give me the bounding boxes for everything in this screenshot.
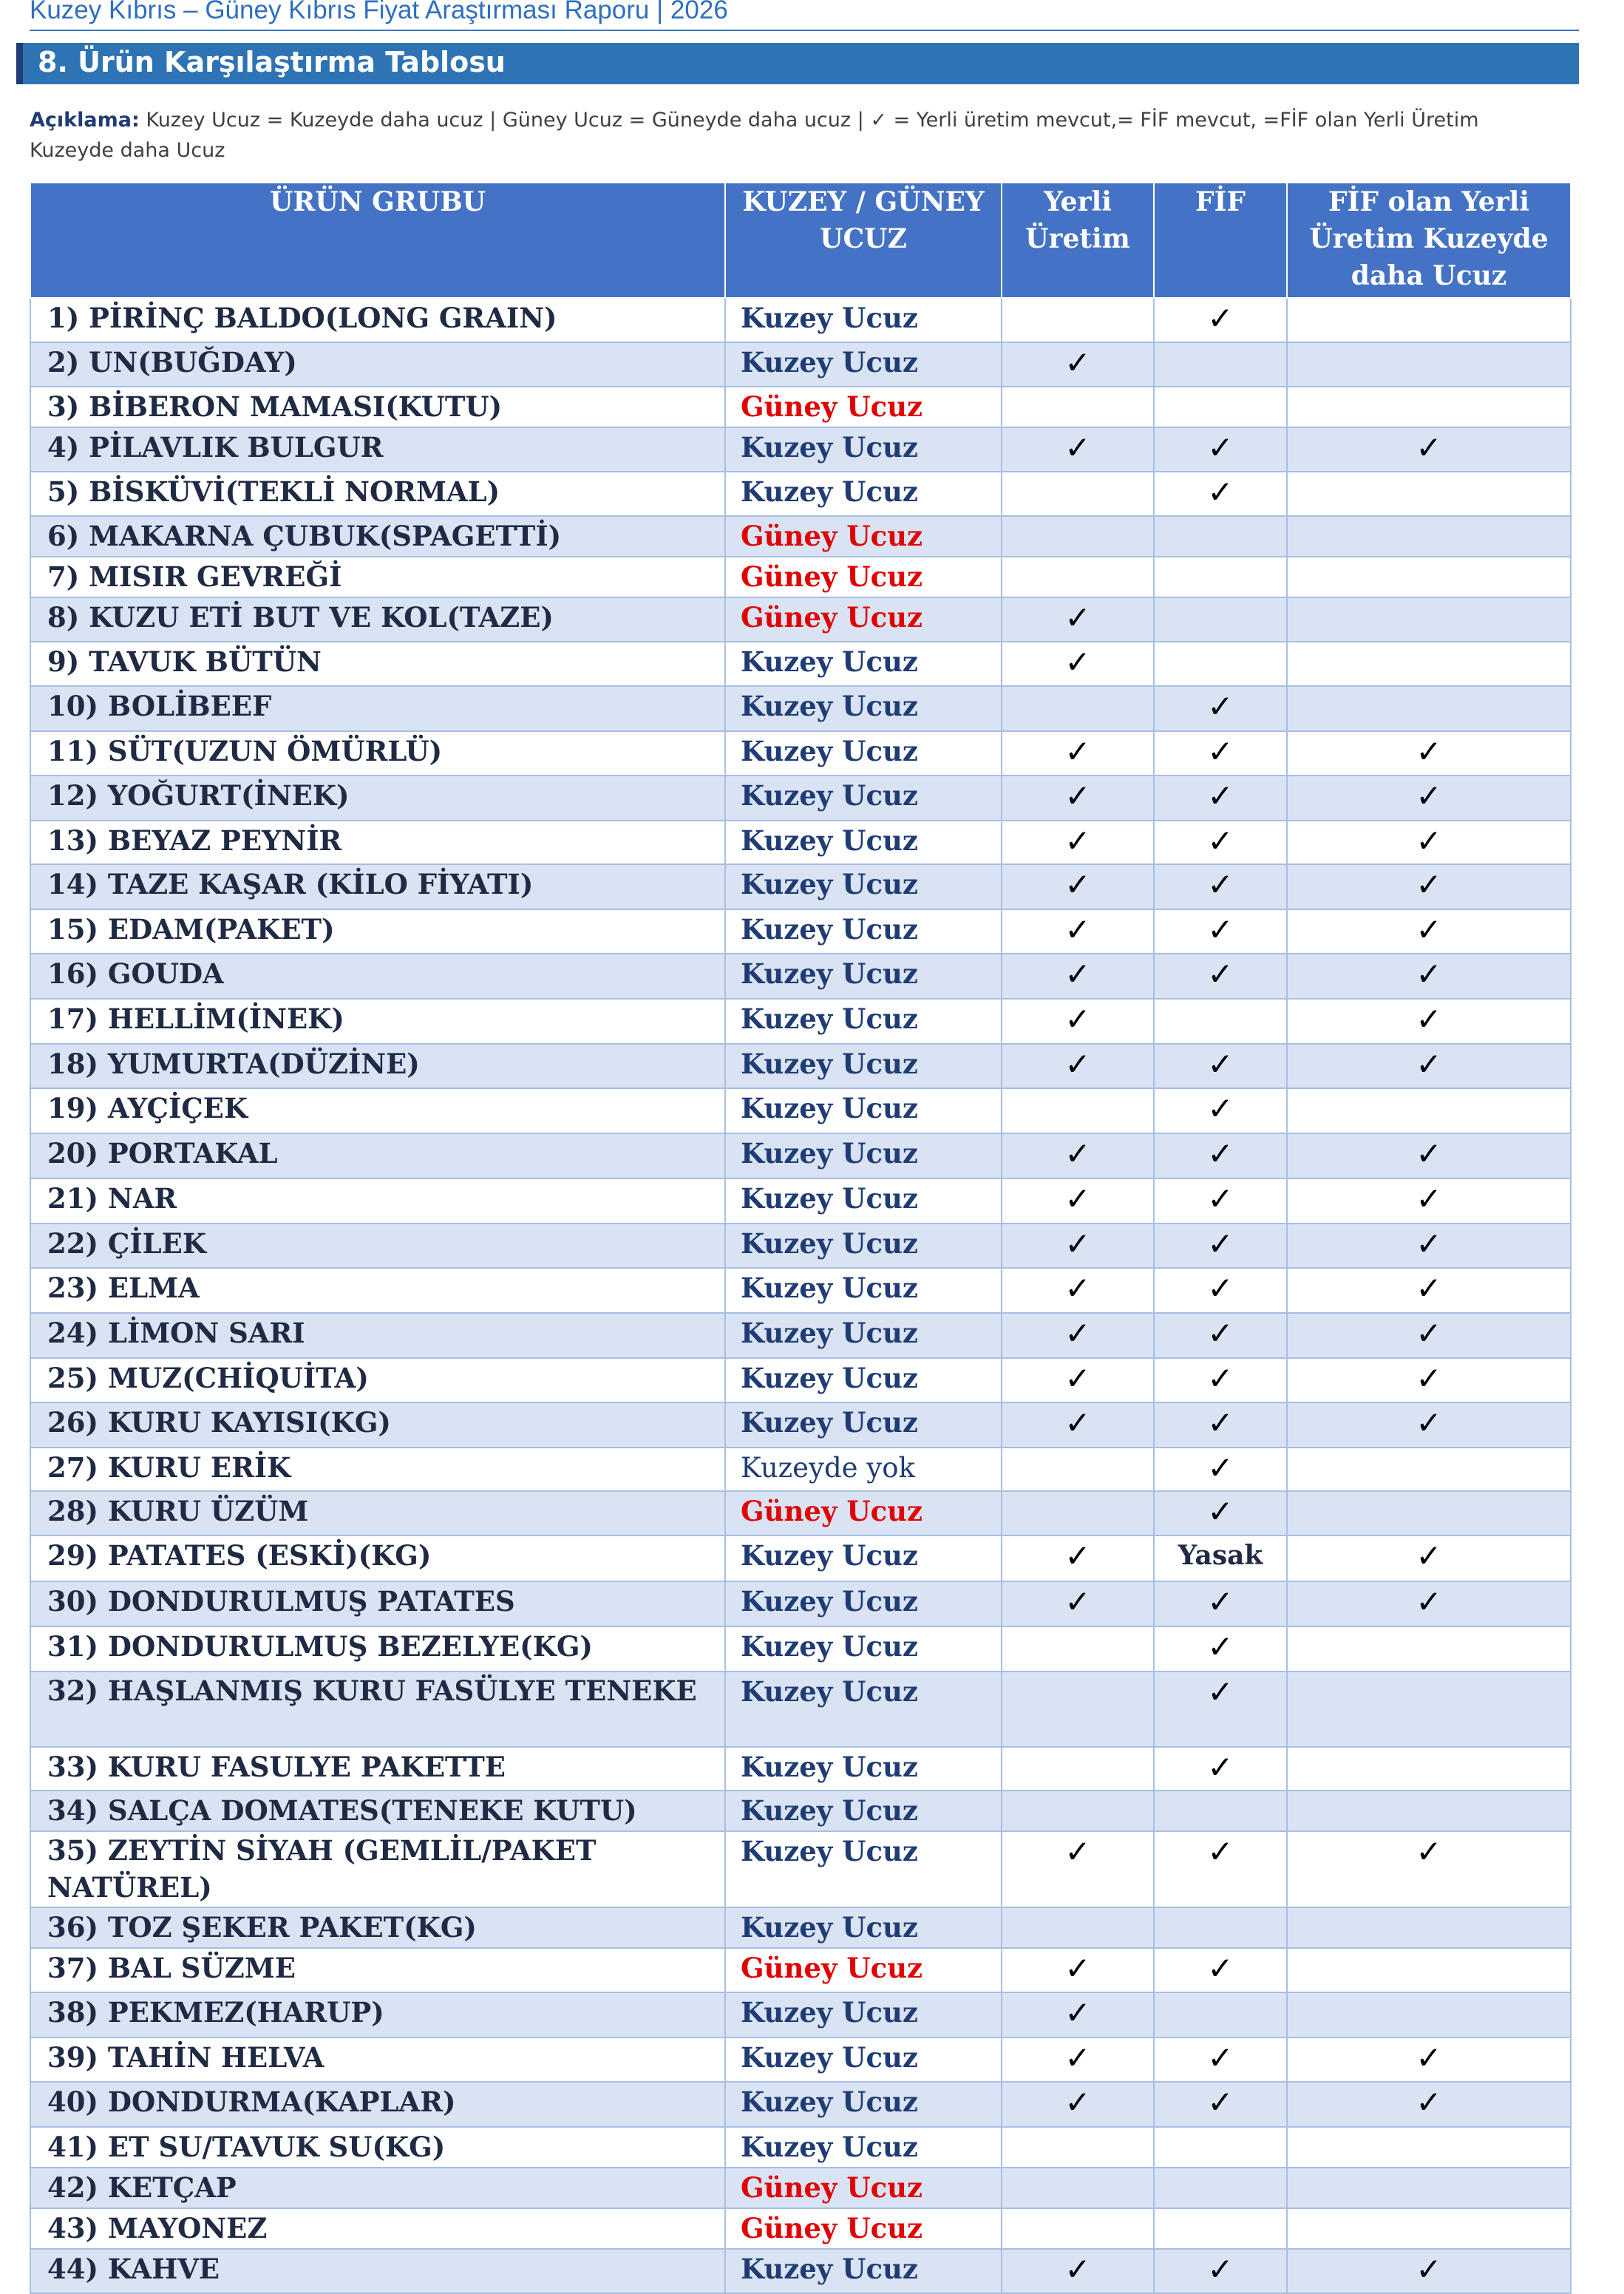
product-name-cell: 31) DONDURULMUŞ BEZELYE(KG)	[30, 1626, 725, 1672]
cheaper-side-cell: Güney Ucuz	[725, 516, 1002, 557]
table-row	[30, 2082, 1571, 2127]
fif-cell: ✓	[1154, 731, 1287, 776]
cheaper-side-cell: Kuzey Ucuz	[725, 1268, 1002, 1313]
fif-cell	[1154, 999, 1287, 1044]
yerli-uretim-cell	[1002, 387, 1154, 427]
fif-yerli-kuzey-cell	[1287, 1791, 1571, 1831]
cheaper-side-cell: Kuzeyde yok	[725, 1448, 1002, 1491]
fif-cell: Yasak	[1154, 1535, 1287, 1581]
fif-cell: ✓	[1154, 1448, 1287, 1491]
fif-cell: ✓	[1154, 1268, 1287, 1313]
table-row	[30, 597, 1571, 642]
fif-cell: ✓	[1154, 1313, 1287, 1358]
fif-yerli-kuzey-cell	[1287, 1672, 1571, 1747]
product-name-cell: 35) ZEYTİN SİYAH (GEMLİL/PAKET NATÜREL)	[30, 1831, 725, 1907]
cheaper-side-cell: Güney Ucuz	[725, 387, 1002, 427]
table-row	[30, 1831, 1571, 1907]
yerli-uretim-cell: ✓	[1002, 864, 1154, 909]
cheaper-side-cell: Güney Ucuz	[725, 2208, 1002, 2249]
fif-cell: ✓	[1154, 776, 1287, 821]
product-name-cell: 41) ET SU/TAVUK SU(KG)	[30, 2127, 725, 2168]
table-row	[30, 1581, 1571, 1626]
table-row	[30, 427, 1571, 472]
fif-cell: ✓	[1154, 1948, 1287, 1992]
table-row	[30, 1491, 1571, 1535]
fif-cell	[1154, 642, 1287, 686]
fif-yerli-kuzey-cell	[1287, 557, 1571, 597]
table-row	[30, 472, 1571, 516]
fif-cell: ✓	[1154, 686, 1287, 731]
cheaper-side-cell: Kuzey Ucuz	[725, 342, 1002, 387]
fif-yerli-kuzey-cell: ✓	[1287, 1535, 1571, 1581]
yerli-uretim-cell: ✓	[1002, 427, 1154, 472]
fif-cell: ✓	[1154, 1044, 1287, 1088]
fif-yerli-kuzey-cell: ✓	[1287, 1358, 1571, 1402]
section-heading	[16, 43, 1579, 84]
yerli-uretim-cell: ✓	[1002, 2082, 1154, 2127]
product-name-cell: 27) KURU ERİK	[30, 1448, 725, 1491]
fif-cell: ✓	[1154, 1178, 1287, 1224]
table-row	[30, 686, 1571, 731]
table-row	[30, 516, 1571, 557]
fif-cell	[1154, 597, 1287, 642]
fif-yerli-kuzey-cell: ✓	[1287, 427, 1571, 472]
fif-cell: ✓	[1154, 1831, 1287, 1907]
fif-cell: ✓	[1154, 1358, 1287, 1402]
yerli-uretim-cell: ✓	[1002, 642, 1154, 686]
yerli-uretim-cell: ✓	[1002, 1044, 1154, 1088]
section-title: 8. Ürün Karşılaştırma Tablosu	[38, 46, 506, 78]
cheaper-side-cell: Güney Ucuz	[725, 597, 1002, 642]
table-row	[30, 387, 1571, 427]
table-row	[30, 2037, 1571, 2082]
table-row	[30, 1178, 1571, 1224]
product-name-cell: 43) MAYONEZ	[30, 2208, 725, 2249]
fif-cell	[1154, 1791, 1287, 1831]
yerli-uretim-cell: ✓	[1002, 909, 1154, 954]
fif-cell: ✓	[1154, 472, 1287, 516]
product-name-cell: 40) DONDURMA(KAPLAR)	[30, 2082, 725, 2127]
table-row	[30, 1448, 1571, 1491]
product-name-cell: 19) AYÇİÇEK	[30, 1088, 725, 1133]
table-row	[30, 864, 1571, 909]
cheaper-side-cell: Kuzey Ucuz	[725, 298, 1002, 342]
yerli-uretim-cell: ✓	[1002, 597, 1154, 642]
yerli-uretim-cell	[1002, 1672, 1154, 1747]
fif-cell: ✓	[1154, 864, 1287, 909]
product-name-cell: 38) PEKMEZ(HARUP)	[30, 1992, 725, 2037]
product-name-cell: 1) PİRİNÇ BALDO(LONG GRAIN)	[30, 298, 725, 342]
fif-yerli-kuzey-cell	[1287, 472, 1571, 516]
cheaper-side-cell: Kuzey Ucuz	[725, 776, 1002, 821]
yerli-uretim-cell	[1002, 1907, 1154, 1948]
fif-yerli-kuzey-cell: ✓	[1287, 2082, 1571, 2127]
fif-yerli-kuzey-cell: ✓	[1287, 776, 1571, 821]
header-kuzey-guney: KUZEY / GÜNEY UCUZ	[725, 183, 1002, 298]
fif-cell: ✓	[1154, 2249, 1287, 2293]
table-row	[30, 1672, 1571, 1747]
fif-cell: ✓	[1154, 298, 1287, 342]
product-name-cell: 6) MAKARNA ÇUBUK(SPAGETTİ)	[30, 516, 725, 557]
table-row	[30, 821, 1571, 864]
product-name-cell: 37) BAL SÜZME	[30, 1948, 725, 1992]
product-name-cell: 7) MISIR GEVREĞİ	[30, 557, 725, 597]
yerli-uretim-cell: ✓	[1002, 1581, 1154, 1626]
yerli-uretim-cell: ✓	[1002, 1313, 1154, 1358]
cheaper-side-cell: Kuzey Ucuz	[725, 1907, 1002, 1948]
yerli-uretim-cell: ✓	[1002, 1831, 1154, 1907]
fif-yerli-kuzey-cell	[1287, 342, 1571, 387]
cheaper-side-cell: Güney Ucuz	[725, 2168, 1002, 2208]
legend-label: Açıklama:	[30, 109, 140, 132]
table-row	[30, 557, 1571, 597]
fif-yerli-kuzey-cell: ✓	[1287, 999, 1571, 1044]
cheaper-side-cell: Kuzey Ucuz	[725, 2249, 1002, 2293]
cheaper-side-cell: Kuzey Ucuz	[725, 1747, 1002, 1791]
table-row	[30, 1268, 1571, 1313]
fif-cell: ✓	[1154, 1491, 1287, 1535]
cheaper-side-cell: Kuzey Ucuz	[725, 1358, 1002, 1402]
fif-cell	[1154, 387, 1287, 427]
fif-yerli-kuzey-cell: ✓	[1287, 2037, 1571, 2082]
fif-yerli-kuzey-cell	[1287, 1948, 1571, 1992]
table-row	[30, 1402, 1571, 1448]
cheaper-side-cell: Kuzey Ucuz	[725, 1313, 1002, 1358]
product-name-cell: 21) NAR	[30, 1178, 725, 1224]
cheaper-side-cell: Kuzey Ucuz	[725, 821, 1002, 864]
fif-yerli-kuzey-cell: ✓	[1287, 731, 1571, 776]
yerli-uretim-cell	[1002, 1088, 1154, 1133]
yerli-uretim-cell	[1002, 1791, 1154, 1831]
yerli-uretim-cell: ✓	[1002, 1992, 1154, 2037]
fif-yerli-kuzey-cell: ✓	[1287, 1044, 1571, 1088]
fif-cell	[1154, 1992, 1287, 2037]
fif-yerli-kuzey-cell: ✓	[1287, 864, 1571, 909]
yerli-uretim-cell	[1002, 2208, 1154, 2249]
product-name-cell: 42) KETÇAP	[30, 2168, 725, 2208]
product-name-cell: 22) ÇİLEK	[30, 1224, 725, 1268]
yerli-uretim-cell: ✓	[1002, 821, 1154, 864]
table-row	[30, 1747, 1571, 1791]
yerli-uretim-cell: ✓	[1002, 2037, 1154, 2082]
cheaper-side-cell: Kuzey Ucuz	[725, 954, 1002, 999]
fif-cell	[1154, 2127, 1287, 2168]
table-row	[30, 1907, 1571, 1948]
product-name-cell: 32) HAŞLANMIŞ KURU FASÜLYE TENEKE	[30, 1672, 725, 1747]
product-name-cell: 2) UN(BUĞDAY)	[30, 342, 725, 387]
fif-cell: ✓	[1154, 909, 1287, 954]
product-name-cell: 29) PATATES (ESKİ)(KG)	[30, 1535, 725, 1581]
fif-cell: ✓	[1154, 1626, 1287, 1672]
yerli-uretim-cell: ✓	[1002, 954, 1154, 999]
yerli-uretim-cell	[1002, 516, 1154, 557]
product-name-cell: 4) PİLAVLIK BULGUR	[30, 427, 725, 472]
fif-yerli-kuzey-cell: ✓	[1287, 1831, 1571, 1907]
product-name-cell: 20) PORTAKAL	[30, 1133, 725, 1178]
table-row	[30, 731, 1571, 776]
product-name-cell: 15) EDAM(PAKET)	[30, 909, 725, 954]
table-row	[30, 298, 1571, 342]
product-name-cell: 17) HELLİM(İNEK)	[30, 999, 725, 1044]
table-row	[30, 776, 1571, 821]
cheaper-side-cell: Kuzey Ucuz	[725, 864, 1002, 909]
header-urun-grubu: ÜRÜN GRUBU	[30, 183, 725, 298]
table-row	[30, 1358, 1571, 1402]
fif-yerli-kuzey-cell	[1287, 2168, 1571, 2208]
cheaper-side-cell: Kuzey Ucuz	[725, 472, 1002, 516]
fif-cell: ✓	[1154, 1133, 1287, 1178]
fif-cell	[1154, 342, 1287, 387]
table-row	[30, 999, 1571, 1044]
product-name-cell: 30) DONDURULMUŞ PATATES	[30, 1581, 725, 1626]
yerli-uretim-cell	[1002, 1626, 1154, 1672]
fif-cell: ✓	[1154, 1672, 1287, 1747]
table-row	[30, 2208, 1571, 2249]
yerli-uretim-cell	[1002, 2127, 1154, 2168]
yerli-uretim-cell: ✓	[1002, 2249, 1154, 2293]
product-name-cell: 44) KAHVE	[30, 2249, 725, 2293]
table-row	[30, 2168, 1571, 2208]
yerli-uretim-cell: ✓	[1002, 1948, 1154, 1992]
fif-cell: ✓	[1154, 2037, 1287, 2082]
product-name-cell: 9) TAVUK BÜTÜN	[30, 642, 725, 686]
yerli-uretim-cell: ✓	[1002, 1133, 1154, 1178]
fif-yerli-kuzey-cell: ✓	[1287, 1133, 1571, 1178]
fif-yerli-kuzey-cell: ✓	[1287, 1402, 1571, 1448]
yerli-uretim-cell	[1002, 298, 1154, 342]
product-name-cell: 10) BOLİBEEF	[30, 686, 725, 731]
fif-yerli-kuzey-cell	[1287, 1907, 1571, 1948]
table-row	[30, 1044, 1571, 1088]
product-name-cell: 12) YOĞURT(İNEK)	[30, 776, 725, 821]
cheaper-side-cell: Kuzey Ucuz	[725, 1402, 1002, 1448]
cheaper-side-cell: Güney Ucuz	[725, 1491, 1002, 1535]
cheaper-side-cell: Kuzey Ucuz	[725, 427, 1002, 472]
yerli-uretim-cell: ✓	[1002, 1178, 1154, 1224]
yerli-uretim-cell: ✓	[1002, 1535, 1154, 1581]
table-header-row	[30, 183, 1571, 298]
fif-yerli-kuzey-cell	[1287, 2208, 1571, 2249]
cheaper-side-cell: Kuzey Ucuz	[725, 1831, 1002, 1907]
table-row	[30, 642, 1571, 686]
table-row	[30, 342, 1571, 387]
table-row	[30, 1313, 1571, 1358]
yerli-uretim-cell	[1002, 686, 1154, 731]
cheaper-side-cell: Kuzey Ucuz	[725, 1044, 1002, 1088]
fif-yerli-kuzey-cell	[1287, 1088, 1571, 1133]
fif-yerli-kuzey-cell	[1287, 2127, 1571, 2168]
fif-yerli-kuzey-cell: ✓	[1287, 909, 1571, 954]
table-row	[30, 2249, 1571, 2293]
yerli-uretim-cell: ✓	[1002, 1268, 1154, 1313]
cheaper-side-cell: Kuzey Ucuz	[725, 642, 1002, 686]
header-yerli-uretim: Yerli Üretim	[1002, 183, 1154, 298]
cheaper-side-cell: Kuzey Ucuz	[725, 1088, 1002, 1133]
fif-cell	[1154, 1907, 1287, 1948]
fif-yerli-kuzey-cell	[1287, 686, 1571, 731]
yerli-uretim-cell: ✓	[1002, 999, 1154, 1044]
product-name-cell: 25) MUZ(CHİQUİTA)	[30, 1358, 725, 1402]
fif-cell	[1154, 557, 1287, 597]
yerli-uretim-cell	[1002, 2168, 1154, 2208]
fif-cell: ✓	[1154, 427, 1287, 472]
fif-yerli-kuzey-cell	[1287, 642, 1571, 686]
report-title: Kuzey Kıbrıs – Güney Kıbrıs Fiyat Araştırması Raporu | 2026	[30, 0, 728, 24]
table-row	[30, 954, 1571, 999]
yerli-uretim-cell	[1002, 472, 1154, 516]
product-name-cell: 24) LİMON SARI	[30, 1313, 725, 1358]
fif-yerli-kuzey-cell: ✓	[1287, 821, 1571, 864]
fif-yerli-kuzey-cell	[1287, 1747, 1571, 1791]
fif-cell	[1154, 2208, 1287, 2249]
fif-yerli-kuzey-cell	[1287, 1992, 1571, 2037]
product-name-cell: 14) TAZE KAŞAR (KİLO FİYATI)	[30, 864, 725, 909]
yerli-uretim-cell: ✓	[1002, 776, 1154, 821]
cheaper-side-cell: Kuzey Ucuz	[725, 1992, 1002, 2037]
fif-cell: ✓	[1154, 1224, 1287, 1268]
fif-yerli-kuzey-cell	[1287, 597, 1571, 642]
product-name-cell: 13) BEYAZ PEYNİR	[30, 821, 725, 864]
yerli-uretim-cell: ✓	[1002, 731, 1154, 776]
comparison-table	[30, 182, 1572, 2294]
yerli-uretim-cell: ✓	[1002, 1402, 1154, 1448]
product-name-cell: 39) TAHİN HELVA	[30, 2037, 725, 2082]
fif-cell: ✓	[1154, 2082, 1287, 2127]
fif-yerli-kuzey-cell	[1287, 516, 1571, 557]
cheaper-side-cell: Kuzey Ucuz	[725, 1672, 1002, 1747]
cheaper-side-cell: Kuzey Ucuz	[725, 1133, 1002, 1178]
fif-yerli-kuzey-cell: ✓	[1287, 1178, 1571, 1224]
cheaper-side-cell: Kuzey Ucuz	[725, 2127, 1002, 2168]
product-name-cell: 11) SÜT(UZUN ÖMÜRLÜ)	[30, 731, 725, 776]
cheaper-side-cell: Kuzey Ucuz	[725, 1791, 1002, 1831]
product-name-cell: 16) GOUDA	[30, 954, 725, 999]
table-row	[30, 909, 1571, 954]
product-name-cell: 36) TOZ ŞEKER PAKET(KG)	[30, 1907, 725, 1948]
fif-yerli-kuzey-cell	[1287, 1491, 1571, 1535]
table-row	[30, 1088, 1571, 1133]
product-name-cell: 5) BİSKÜVİ(TEKLİ NORMAL)	[30, 472, 725, 516]
cheaper-side-cell: Kuzey Ucuz	[725, 731, 1002, 776]
fif-yerli-kuzey-cell: ✓	[1287, 1224, 1571, 1268]
header-fif-yerli-kuzey: FİF olan Yerli Üretim Kuzeyde daha Ucuz	[1287, 183, 1571, 298]
fif-yerli-kuzey-cell	[1287, 1626, 1571, 1672]
table-row	[30, 2127, 1571, 2168]
product-name-cell: 18) YUMURTA(DÜZİNE)	[30, 1044, 725, 1088]
fif-cell	[1154, 2168, 1287, 2208]
cheaper-side-cell: Kuzey Ucuz	[725, 1581, 1002, 1626]
cheaper-side-cell: Kuzey Ucuz	[725, 2082, 1002, 2127]
cheaper-side-cell: Kuzey Ucuz	[725, 909, 1002, 954]
table-row	[30, 1992, 1571, 2037]
product-name-cell: 34) SALÇA DOMATES(TENEKE KUTU)	[30, 1791, 725, 1831]
yerli-uretim-cell	[1002, 557, 1154, 597]
legend-text: Kuzey Ucuz = Kuzeyde daha ucuz | Güney Ucuz = Güneyde daha ucuz | ✓ = Yerli üretim mevcut,= FİF mevcut, =FİF olan Yerli Üretim Kuzeyde daha Ucuz	[30, 109, 1479, 162]
yerli-uretim-cell: ✓	[1002, 1358, 1154, 1402]
report-header	[30, 0, 1579, 31]
product-name-cell: 33) KURU FASULYE PAKETTE	[30, 1747, 725, 1791]
yerli-uretim-cell: ✓	[1002, 342, 1154, 387]
cheaper-side-cell: Güney Ucuz	[725, 1948, 1002, 1992]
cheaper-side-cell: Güney Ucuz	[725, 557, 1002, 597]
table-row	[30, 1791, 1571, 1831]
fif-cell: ✓	[1154, 954, 1287, 999]
fif-cell: ✓	[1154, 1088, 1287, 1133]
table-row	[30, 1535, 1571, 1581]
product-name-cell: 28) KURU ÜZÜM	[30, 1491, 725, 1535]
fif-cell: ✓	[1154, 1581, 1287, 1626]
product-name-cell: 26) KURU KAYISI(KG)	[30, 1402, 725, 1448]
cheaper-side-cell: Kuzey Ucuz	[725, 686, 1002, 731]
fif-yerli-kuzey-cell	[1287, 1448, 1571, 1491]
fif-yerli-kuzey-cell	[1287, 298, 1571, 342]
cheaper-side-cell: Kuzey Ucuz	[725, 1535, 1002, 1581]
fif-cell	[1154, 516, 1287, 557]
yerli-uretim-cell	[1002, 1448, 1154, 1491]
yerli-uretim-cell: ✓	[1002, 1224, 1154, 1268]
cheaper-side-cell: Kuzey Ucuz	[725, 1224, 1002, 1268]
cheaper-side-cell: Kuzey Ucuz	[725, 2037, 1002, 2082]
fif-yerli-kuzey-cell	[1287, 387, 1571, 427]
fif-cell: ✓	[1154, 821, 1287, 864]
cheaper-side-cell: Kuzey Ucuz	[725, 1626, 1002, 1672]
fif-cell: ✓	[1154, 1747, 1287, 1791]
legend	[30, 105, 1567, 166]
cheaper-side-cell: Kuzey Ucuz	[725, 999, 1002, 1044]
fif-cell: ✓	[1154, 1402, 1287, 1448]
cheaper-side-cell: Kuzey Ucuz	[725, 1178, 1002, 1224]
table-row	[30, 1626, 1571, 1672]
fif-yerli-kuzey-cell: ✓	[1287, 1581, 1571, 1626]
product-name-cell: 3) BİBERON MAMASI(KUTU)	[30, 387, 725, 427]
table-row	[30, 1948, 1571, 1992]
yerli-uretim-cell	[1002, 1491, 1154, 1535]
product-name-cell: 23) ELMA	[30, 1268, 725, 1313]
header-fif: FİF	[1154, 183, 1287, 298]
fif-yerli-kuzey-cell: ✓	[1287, 1268, 1571, 1313]
fif-yerli-kuzey-cell: ✓	[1287, 954, 1571, 999]
fif-yerli-kuzey-cell: ✓	[1287, 2249, 1571, 2293]
product-name-cell: 8) KUZU ETİ BUT VE KOL(TAZE)	[30, 597, 725, 642]
yerli-uretim-cell	[1002, 1747, 1154, 1791]
fif-yerli-kuzey-cell: ✓	[1287, 1313, 1571, 1358]
table-row	[30, 1224, 1571, 1268]
table-row	[30, 1133, 1571, 1178]
